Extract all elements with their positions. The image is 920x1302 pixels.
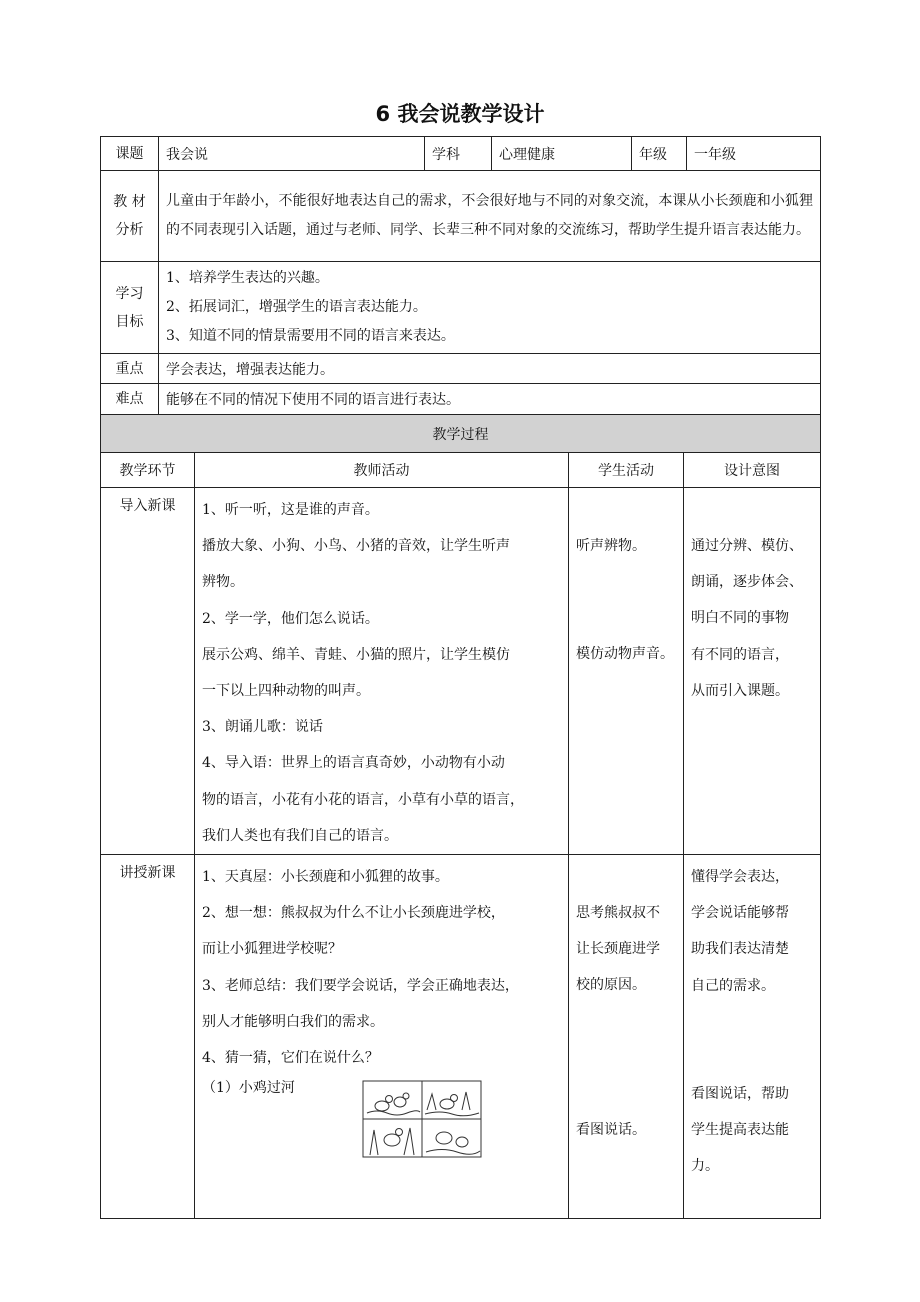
goal-item: 1、培养学生表达的兴趣。 [166, 270, 329, 286]
header-stage: 教学环节 [101, 453, 195, 488]
intent-line: 学生提高表达能 [691, 1122, 789, 1139]
teacher-line: 一下以上四种动物的叫声。 [202, 683, 370, 700]
discipline-label: 学科 [425, 137, 492, 171]
intent-line: 明白不同的事物 [691, 610, 789, 627]
process-row-new-lesson [101, 855, 821, 1219]
page-title: 6 我会说教学设计 [375, 102, 545, 126]
teacher-line: 1、听一听，这是谁的声音。 [202, 502, 379, 518]
student-activity [569, 488, 684, 855]
teacher-line: 而让小狐狸进学校呢？ [202, 941, 342, 958]
teacher-line: 4、导入语：世界上的语言真奇妙，小动物有小动 [202, 755, 505, 772]
teaching-process-table [100, 414, 821, 1219]
header-intent: 设计意图 [684, 453, 821, 488]
student-line: 思考熊叔叔不 [576, 905, 660, 922]
subject-value: 我会说 [159, 137, 425, 171]
subject-label: 课题 [101, 137, 159, 171]
difficulty-row [101, 384, 821, 415]
difficulty-label: 难点 [101, 384, 159, 415]
key-point-label: 重点 [101, 354, 159, 384]
goals-row [101, 262, 821, 354]
stage-cell [101, 855, 195, 1219]
stage-label: 导入新课 [119, 498, 176, 514]
goals-label-line1: 学习 [115, 285, 144, 302]
intent-line: 朗诵，逐步体会、 [691, 574, 803, 591]
chicks-crossing-river-illustration [362, 1080, 482, 1158]
process-band-row [101, 415, 821, 453]
difficulty-text: 能够在不同的情况下使用不同的语言进行表达。 [159, 384, 821, 415]
discipline-value: 心理健康 [492, 137, 632, 171]
student-line: 校的原因。 [576, 977, 646, 994]
teacher-activity [195, 855, 569, 1219]
process-header-row [101, 453, 821, 488]
goals-list [159, 262, 821, 354]
intent-line: 懂得学会表达， [691, 869, 789, 886]
intent-line: 有不同的语言， [691, 646, 789, 663]
student-activity [569, 855, 684, 1219]
stage-label: 讲授新课 [119, 865, 176, 882]
grade-value: 一年级 [687, 137, 821, 171]
process-row-intro [101, 488, 821, 855]
teacher-line: 辨物。 [202, 574, 244, 591]
intent-line: 从而引入课题。 [691, 682, 789, 699]
teacher-line: （1）小鸡过河 [202, 1080, 295, 1097]
student-line: 模仿动物声音。 [576, 646, 674, 663]
intent-line: 通过分辨、模仿、 [691, 538, 803, 554]
design-intent [684, 855, 821, 1219]
teacher-line: 3、老师总结：我们要学会说话，学会正确地表达， [202, 977, 519, 994]
student-line: 听声辨物。 [576, 538, 646, 554]
analysis-label-line2: 分析 [115, 222, 144, 238]
teacher-line: 播放大象、小狗、小鸟、小猪的音效，让学生听声 [202, 538, 510, 555]
teacher-line: 4、猜一猜，它们在说什么？ [202, 1050, 379, 1067]
teacher-line: 别人才能够明白我们的需求。 [202, 1013, 384, 1030]
teacher-line: 1、天真屋：小长颈鹿和小狐狸的故事。 [202, 869, 449, 886]
header-student: 学生活动 [569, 453, 684, 488]
teacher-line: 2、学一学，他们怎么说话。 [202, 610, 379, 627]
teacher-line: 展示公鸡、绵羊、青蛙、小猫的照片，让学生模仿 [202, 646, 510, 663]
analysis-label [101, 171, 159, 262]
intent-line: 自己的需求。 [691, 977, 775, 994]
analysis-text: 儿童由于年龄小，不能很好地表达自己的需求，不会很好地与不同的对象交流，本课从小长颈鹿和小狐狸的不同表现引入话题，通过与老师、同学、长辈三种不同对象的交流练习，帮助学生提升语言表达能力。 [159, 171, 821, 262]
intent-line: 助我们表达清楚 [691, 941, 789, 958]
student-line: 看图说话。 [576, 1121, 646, 1138]
goals-label [101, 262, 159, 354]
student-line: 让长颈鹿进学 [576, 941, 660, 958]
grade-label: 年级 [632, 137, 687, 171]
key-point-row [101, 354, 821, 384]
teacher-line: 物的语言，小花有小花的语言，小草有小草的语言， [202, 791, 524, 808]
info-row [101, 137, 821, 171]
key-point-text: 学会表达，增强表达能力。 [159, 354, 821, 384]
teacher-line: 我们人类也有我们自己的语言。 [202, 827, 398, 844]
header-teacher: 教师活动 [195, 453, 569, 488]
design-intent [684, 488, 821, 855]
analysis-row [101, 171, 821, 262]
intent-line: 学会说话能够帮 [691, 905, 789, 922]
lesson-info-table [100, 136, 821, 415]
process-band-title: 教学过程 [101, 415, 821, 453]
analysis-label-line1: 教 材 [113, 194, 146, 210]
intent-line: 力。 [691, 1158, 719, 1175]
teacher-line: 2、想一想：熊叔叔为什么不让小长颈鹿进学校， [202, 905, 505, 922]
teacher-activity [195, 488, 569, 855]
goals-label-line2: 目标 [115, 313, 144, 330]
intent-line: 看图说话，帮助 [691, 1085, 789, 1102]
goal-item: 3、知道不同的情景需要用不同的语言来表达。 [166, 328, 455, 344]
goal-item: 2、拓展词汇，增强学生的语言表达能力。 [166, 299, 427, 315]
teacher-line: 3、朗诵儿歌：说话 [202, 719, 323, 736]
stage-cell [101, 488, 195, 855]
